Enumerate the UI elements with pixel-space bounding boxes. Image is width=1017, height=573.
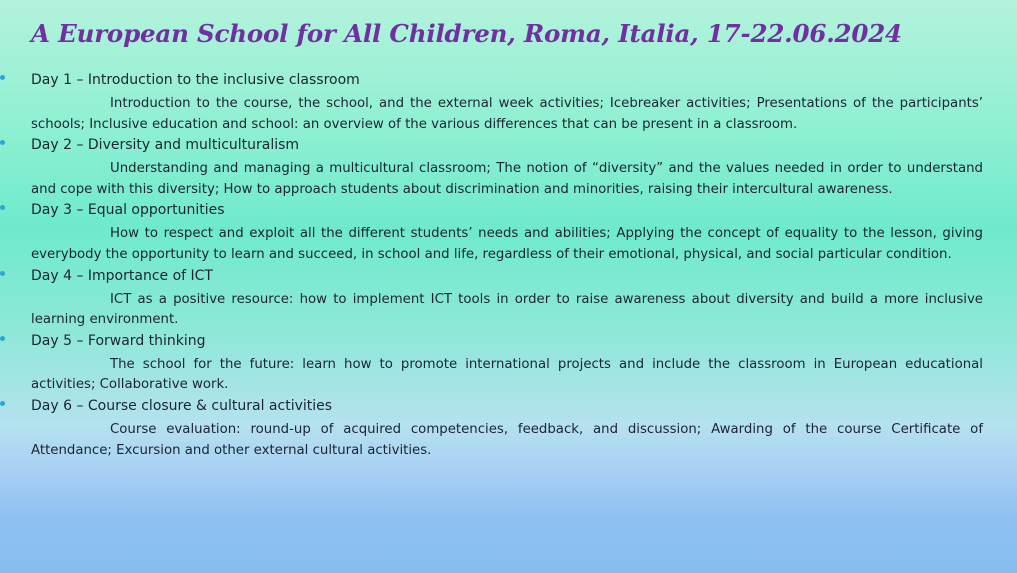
bullet-icon — [0, 205, 5, 210]
bullet-icon — [0, 271, 5, 276]
day-description: How to respect and exploit all the different students’ needs and abilities; Applying the concept of equality to the lesson, giving everybody the opportunity to learn and succeed, in school and life, regardless of their emotional, physical, and social particular condition. — [31, 226, 983, 262]
day-heading: Day 6 – Course closure & cultural activities — [31, 397, 333, 414]
day-item — [31, 396, 983, 461]
day-list — [31, 70, 983, 461]
day-description: Introduction to the course, the school, and the external week activities; Icebreaker activities; Presentations of the participants’ schools; Inclusive education and school: an overview of the various differences that can be present in a classroom. — [31, 96, 983, 132]
day-heading: Day 1 – Introduction to the inclusive classroom — [31, 72, 360, 88]
day-description: ICT as a positive resource: how to implement ICT tools in order to raise awareness about diversity and build a more inclusive learning environment. — [31, 291, 983, 328]
day-item — [31, 200, 983, 265]
day-item — [31, 70, 983, 135]
day-heading: Day 4 – Importance of ICT — [31, 267, 213, 284]
day-heading: Day 5 – Forward thinking — [31, 332, 206, 349]
day-description: Understanding and managing a multicultural classroom; The notion of “diversity” and the values needed in order to understand and cope with this diversity; How to approach students about discrimination and minorities, raising their intercultural awareness. — [31, 161, 983, 197]
bullet-icon — [0, 401, 5, 406]
day-description: The school for the future: learn how to promote international projects and include the classroom in European educational activities; Collaborative work. — [31, 356, 983, 393]
day-item — [31, 331, 983, 396]
bullet-icon — [0, 336, 5, 341]
slide-title: A European School for All Children, Roma, Italia, 17-22.06.2024 — [31, 19, 902, 48]
day-heading: Day 3 – Equal opportunities — [31, 202, 225, 219]
day-item — [31, 135, 983, 200]
day-item — [31, 266, 983, 331]
bullet-icon — [0, 75, 5, 80]
bullet-icon — [0, 140, 5, 145]
day-heading: Day 2 – Diversity and multiculturalism — [31, 137, 300, 154]
day-description: Course evaluation: round-up of acquired competencies, feedback, and discussion; Awarding of the course Certificate of Attendance; Excursion and other external cultural activities. — [31, 421, 983, 458]
